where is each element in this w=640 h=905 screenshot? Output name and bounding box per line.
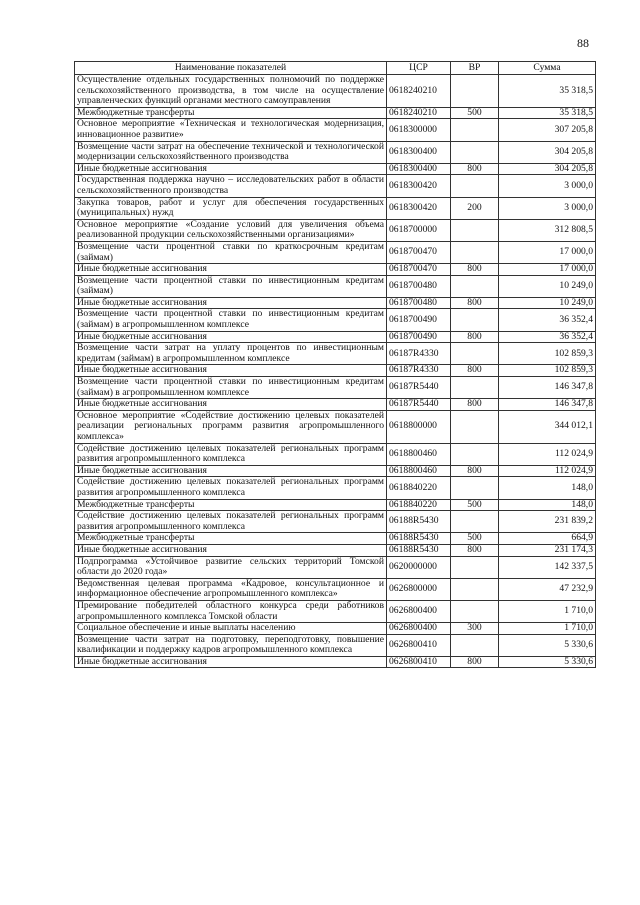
table-row <box>75 241 596 263</box>
cell-vr: 200 <box>451 197 499 219</box>
table-row <box>75 107 596 119</box>
cell-sum: 148,0 <box>499 499 596 511</box>
cell-name: Иные бюджетные ассигнования <box>75 656 387 668</box>
cell-csr: 0618300400 <box>387 163 451 175</box>
cell-sum: 10 249,0 <box>499 297 596 309</box>
cell-csr: 0618800460 <box>387 443 451 465</box>
cell-name: Иные бюджетные ассигнования <box>75 399 387 411</box>
cell-name: Возмещение части процентной ставки по инвестиционным кредитам (займам) <box>75 275 387 297</box>
cell-name: Осуществление отдельных государственных полномочий по поддержке сельскохозяйственного производства, в том числе на осуществление управленческих функций органами местного самоуправления <box>75 75 387 108</box>
cell-vr: 800 <box>451 297 499 309</box>
cell-csr: 06187R5440 <box>387 399 451 411</box>
table-row <box>75 219 596 241</box>
cell-name: Иные бюджетные ассигнования <box>75 264 387 276</box>
cell-name: Закупка товаров, работ и услуг для обеспечения государственных (муниципальных) нужд <box>75 197 387 219</box>
cell-sum: 146 347,8 <box>499 399 596 411</box>
table-row <box>75 399 596 411</box>
table-row <box>75 556 596 578</box>
table-row <box>75 410 596 443</box>
cell-sum: 35 318,5 <box>499 107 596 119</box>
table-row <box>75 544 596 556</box>
cell-csr: 06187R4330 <box>387 343 451 365</box>
cell-csr: 0618700490 <box>387 331 451 343</box>
cell-name: Премирование победителей областного конкурса среди работников агропромышленного комплекса Томской области <box>75 600 387 622</box>
cell-csr: 0626800400 <box>387 600 451 622</box>
cell-csr: 0618840220 <box>387 499 451 511</box>
cell-sum: 304 205,8 <box>499 141 596 163</box>
cell-vr <box>451 511 499 533</box>
cell-vr <box>451 600 499 622</box>
cell-vr <box>451 377 499 399</box>
cell-sum: 312 808,5 <box>499 219 596 241</box>
table-row <box>75 75 596 108</box>
cell-sum: 112 024,9 <box>499 443 596 465</box>
cell-name: Государственная поддержка научно – исследовательских работ в области сельскохозяйственного производства <box>75 175 387 197</box>
cell-csr: 06188R5430 <box>387 511 451 533</box>
cell-sum: 231 839,2 <box>499 511 596 533</box>
table-row <box>75 309 596 331</box>
cell-sum: 148,0 <box>499 477 596 499</box>
budget-table <box>74 61 596 668</box>
cell-sum: 3 000,0 <box>499 197 596 219</box>
cell-csr: 0618700490 <box>387 309 451 331</box>
cell-sum: 5 330,6 <box>499 634 596 656</box>
table-row <box>75 119 596 141</box>
cell-vr <box>451 634 499 656</box>
cell-csr: 0618700470 <box>387 241 451 263</box>
cell-vr: 800 <box>451 399 499 411</box>
cell-csr: 0618700480 <box>387 275 451 297</box>
table-row <box>75 533 596 545</box>
cell-csr: 0618800000 <box>387 410 451 443</box>
cell-sum: 102 859,3 <box>499 343 596 365</box>
cell-name: Возмещение части затрат на обеспечение технической и технологической модернизации сельскохозяйственного производства <box>75 141 387 163</box>
cell-csr: 0620000000 <box>387 556 451 578</box>
table-row <box>75 264 596 276</box>
cell-name: Ведомственная целевая программа «Кадровое, консультационное и информационное обеспечение агропромышленного комплекса» <box>75 578 387 600</box>
cell-sum: 36 352,4 <box>499 309 596 331</box>
table-row <box>75 499 596 511</box>
cell-csr: 0618300400 <box>387 141 451 163</box>
cell-csr: 0618800460 <box>387 465 451 477</box>
cell-sum: 36 352,4 <box>499 331 596 343</box>
cell-vr: 500 <box>451 107 499 119</box>
cell-vr <box>451 119 499 141</box>
cell-sum: 5 330,6 <box>499 656 596 668</box>
cell-vr: 800 <box>451 264 499 276</box>
cell-vr: 500 <box>451 499 499 511</box>
table-row <box>75 197 596 219</box>
cell-name: Межбюджетные трансферты <box>75 499 387 511</box>
table-row <box>75 141 596 163</box>
table-row <box>75 578 596 600</box>
cell-csr: 0618700480 <box>387 297 451 309</box>
cell-name: Возмещение части затрат на уплату процентов по инвестиционным кредитам (займам) в агропромышленном комплексе <box>75 343 387 365</box>
cell-vr <box>451 175 499 197</box>
cell-name: Социальное обеспечение и иные выплаты населению <box>75 623 387 635</box>
cell-sum: 1 710,0 <box>499 600 596 622</box>
cell-csr: 0618700470 <box>387 264 451 276</box>
cell-vr <box>451 309 499 331</box>
cell-vr <box>451 477 499 499</box>
cell-sum: 304 205,8 <box>499 163 596 175</box>
cell-csr: 0618300420 <box>387 175 451 197</box>
header-vr: ВР <box>451 62 499 75</box>
cell-csr: 0626800410 <box>387 656 451 668</box>
cell-name: Подпрограмма «Устойчивое развитие сельских территорий Томской области до 2020 года» <box>75 556 387 578</box>
cell-name: Содействие достижению целевых показателей региональных программ развития агропромышленного комплекса <box>75 477 387 499</box>
table-row <box>75 175 596 197</box>
cell-vr <box>451 556 499 578</box>
cell-sum: 307 205,8 <box>499 119 596 141</box>
table-row <box>75 600 596 622</box>
cell-csr: 0618300420 <box>387 197 451 219</box>
cell-vr: 800 <box>451 365 499 377</box>
table-row <box>75 477 596 499</box>
cell-vr: 800 <box>451 656 499 668</box>
cell-name: Иные бюджетные ассигнования <box>75 365 387 377</box>
cell-name: Содействие достижению целевых показателей региональных программ развития агропромышленного комплекса <box>75 443 387 465</box>
table-row <box>75 656 596 668</box>
cell-name: Межбюджетные трансферты <box>75 107 387 119</box>
cell-sum: 146 347,8 <box>499 377 596 399</box>
cell-csr: 0626800410 <box>387 634 451 656</box>
table-row <box>75 163 596 175</box>
table-row <box>75 511 596 533</box>
cell-vr <box>451 578 499 600</box>
cell-sum: 664,9 <box>499 533 596 545</box>
cell-sum: 10 249,0 <box>499 275 596 297</box>
cell-name: Иные бюджетные ассигнования <box>75 331 387 343</box>
cell-sum: 231 174,3 <box>499 544 596 556</box>
cell-csr: 0618240210 <box>387 75 451 108</box>
cell-sum: 47 232,9 <box>499 578 596 600</box>
cell-name: Иные бюджетные ассигнования <box>75 544 387 556</box>
table-row <box>75 275 596 297</box>
cell-sum: 17 000,0 <box>499 264 596 276</box>
cell-name: Возмещение части процентной ставки по инвестиционным кредитам (займам) в агропромышленном комплексе <box>75 377 387 399</box>
table-row <box>75 443 596 465</box>
cell-vr: 300 <box>451 623 499 635</box>
page-number: 88 <box>577 36 589 50</box>
cell-sum: 3 000,0 <box>499 175 596 197</box>
cell-vr: 800 <box>451 465 499 477</box>
cell-vr: 500 <box>451 533 499 545</box>
cell-csr: 0618300000 <box>387 119 451 141</box>
cell-csr: 06188R5430 <box>387 533 451 545</box>
table-row <box>75 343 596 365</box>
cell-sum: 35 318,5 <box>499 75 596 108</box>
cell-csr: 0626800400 <box>387 623 451 635</box>
table-header-row <box>75 62 596 75</box>
cell-name: Иные бюджетные ассигнования <box>75 297 387 309</box>
cell-name: Основное мероприятие «Техническая и технологическая модернизация, инновационное развитие» <box>75 119 387 141</box>
cell-name: Межбюджетные трансферты <box>75 533 387 545</box>
cell-name: Возмещение части затрат на подготовку, переподготовку, повышение квалификации и поддержку кадров агропромышленного комплекса <box>75 634 387 656</box>
cell-csr: 06187R4330 <box>387 365 451 377</box>
cell-csr: 0618840220 <box>387 477 451 499</box>
cell-vr <box>451 275 499 297</box>
cell-vr <box>451 241 499 263</box>
table-row <box>75 623 596 635</box>
cell-csr: 0618240210 <box>387 107 451 119</box>
cell-vr: 800 <box>451 163 499 175</box>
header-sum: Сумма <box>499 62 596 75</box>
cell-csr: 0618700000 <box>387 219 451 241</box>
cell-name: Иные бюджетные ассигнования <box>75 163 387 175</box>
table-row <box>75 331 596 343</box>
header-csr: ЦСР <box>387 62 451 75</box>
cell-vr <box>451 410 499 443</box>
cell-csr: 06187R5440 <box>387 377 451 399</box>
cell-name: Возмещение части процентной ставки по инвестиционным кредитам (займам) в агропромышленном комплексе <box>75 309 387 331</box>
cell-name: Иные бюджетные ассигнования <box>75 465 387 477</box>
cell-sum: 1 710,0 <box>499 623 596 635</box>
cell-vr: 800 <box>451 544 499 556</box>
cell-name: Основное мероприятие «Содействие достижению целевых показателей реализации региональных программ развития агропромышленного комплекса» <box>75 410 387 443</box>
cell-csr: 06188R5430 <box>387 544 451 556</box>
cell-vr <box>451 141 499 163</box>
cell-name: Содействие достижению целевых показателей региональных программ развития агропромышленного комплекса <box>75 511 387 533</box>
table-row <box>75 377 596 399</box>
cell-vr <box>451 343 499 365</box>
table-row <box>75 465 596 477</box>
cell-vr <box>451 75 499 108</box>
cell-name: Возмещение части процентной ставки по краткосрочным кредитам (займам) <box>75 241 387 263</box>
cell-vr: 800 <box>451 331 499 343</box>
cell-sum: 142 337,5 <box>499 556 596 578</box>
table-body <box>75 75 596 668</box>
cell-sum: 112 024,9 <box>499 465 596 477</box>
cell-sum: 17 000,0 <box>499 241 596 263</box>
cell-csr: 0626800000 <box>387 578 451 600</box>
table-row <box>75 634 596 656</box>
cell-vr <box>451 219 499 241</box>
cell-sum: 344 012,1 <box>499 410 596 443</box>
table-row <box>75 297 596 309</box>
cell-name: Основное мероприятие «Создание условий для увеличения объема реализованной продукции сельскохозяйственными организациями» <box>75 219 387 241</box>
table-row <box>75 365 596 377</box>
cell-sum: 102 859,3 <box>499 365 596 377</box>
header-name: Наименование показателей <box>75 62 387 75</box>
cell-vr <box>451 443 499 465</box>
